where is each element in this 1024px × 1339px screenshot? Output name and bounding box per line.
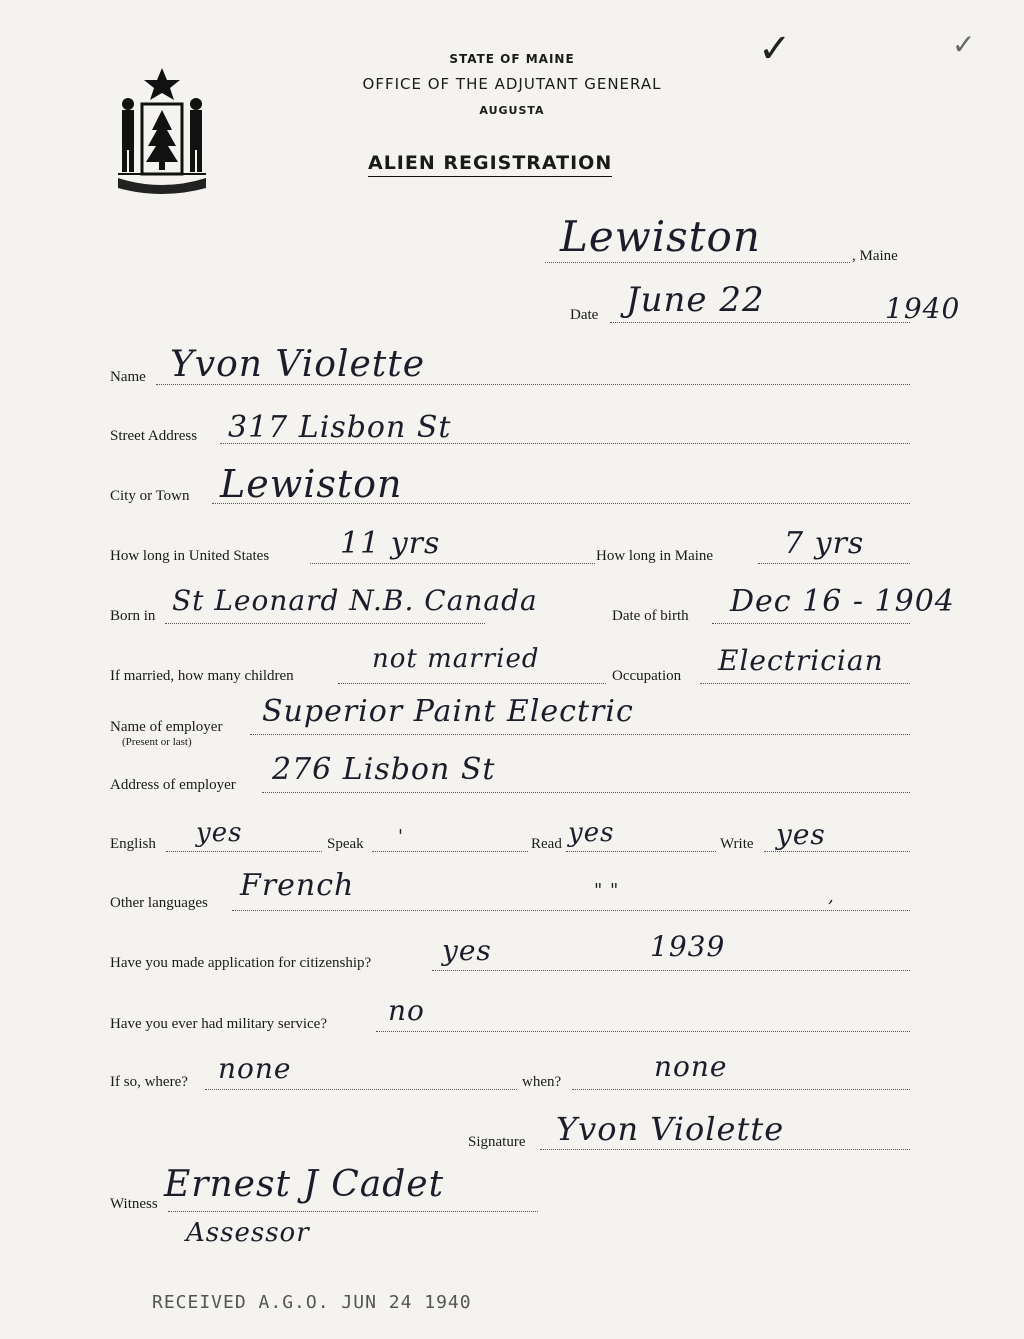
signature-line <box>540 1149 910 1150</box>
speak-label: Speak <box>327 836 364 852</box>
employer-label: Name of employer <box>110 719 223 735</box>
when-label: when? <box>522 1074 562 1090</box>
speak-line <box>372 851 528 852</box>
years-maine-label: How long in Maine <box>596 548 714 564</box>
citizenship-label: Have you made application for citizenship? <box>110 955 372 971</box>
where-label: If so, where? <box>110 1074 188 1090</box>
city-label: City or Town <box>110 488 190 504</box>
witness-label: Witness <box>110 1196 158 1212</box>
dob-label: Date of birth <box>612 608 689 624</box>
born-in-line <box>165 623 485 624</box>
occupation-label: Occupation <box>612 668 682 684</box>
employer-address-line <box>262 792 910 793</box>
check-mark-2: ✓ <box>952 28 976 61</box>
form-title: ALIEN REGISTRATION <box>368 152 612 177</box>
citizenship-year-value: 1939 <box>650 930 726 963</box>
english-line <box>166 851 322 852</box>
street-label: Street Address <box>110 428 198 444</box>
occupation-line <box>700 683 910 684</box>
city-value: Lewiston <box>220 462 403 506</box>
occupation-value: Electrician <box>718 644 884 677</box>
years-maine-value: 7 yrs <box>784 526 865 561</box>
date-line <box>610 322 910 323</box>
employer-line <box>250 734 910 735</box>
military-value: no <box>388 994 425 1027</box>
witness-title-value: Assessor <box>186 1218 310 1248</box>
employer-address-label: Address of employer <box>110 777 236 793</box>
citizenship-value: yes <box>442 934 492 967</box>
read-line <box>566 851 716 852</box>
read-value: yes <box>568 818 615 848</box>
military-line <box>376 1031 910 1032</box>
witness-line <box>168 1211 538 1212</box>
signature-label: Signature <box>468 1134 526 1150</box>
date-label: Date <box>570 307 599 323</box>
english-label: English <box>110 836 156 852</box>
street-value: 317 Lisbon St <box>228 410 452 445</box>
other-languages-value: French <box>240 868 355 903</box>
date-month-day-value: June 22 <box>626 280 765 320</box>
years-maine-line <box>758 563 910 564</box>
born-in-value: St Leonard N.B. Canada <box>172 584 538 617</box>
where-line <box>205 1089 517 1090</box>
date-year-value: 1940 <box>885 292 961 325</box>
military-label: Have you ever had military service? <box>110 1016 327 1032</box>
write-label: Write <box>720 836 754 852</box>
witness-value: Ernest J Cadet <box>164 1164 445 1205</box>
years-us-line <box>310 563 595 564</box>
write-value: yes <box>776 818 826 851</box>
citizenship-line <box>432 970 910 971</box>
received-stamp: RECEIVED A.G.O. JUN 24 1940 <box>152 1292 472 1313</box>
children-label: If married, how many children <box>110 668 294 684</box>
header-office: OFFICE OF THE ADJUTANT GENERAL <box>362 75 662 93</box>
name-label: Name <box>110 369 146 385</box>
employer-sublabel: (Present or last) <box>122 736 192 748</box>
dob-value: Dec 16 - 1904 <box>730 584 955 619</box>
years-us-value: 11 yrs <box>340 526 441 561</box>
write-line <box>764 851 910 852</box>
english-value: yes <box>196 818 243 848</box>
header-city: AUGUSTA <box>479 104 545 117</box>
speak-value: ' <box>398 826 404 847</box>
other-languages-label: Other languages <box>110 895 208 911</box>
employer-value: Superior Paint Electric <box>262 694 634 729</box>
dob-line <box>712 623 910 624</box>
years-us-label: How long in United States <box>110 548 270 564</box>
read-label: Read <box>531 836 562 852</box>
check-mark-1: ✓ <box>758 26 792 72</box>
children-line <box>338 683 606 684</box>
place-town-value: Lewiston <box>560 212 761 261</box>
when-value: none <box>654 1050 728 1083</box>
other-languages-mark-1: " " <box>594 880 620 901</box>
name-value: Yvon Violette <box>170 344 426 385</box>
place-line <box>545 262 850 263</box>
employer-address-value: 276 Lisbon St <box>272 752 496 787</box>
other-languages-line <box>232 910 910 911</box>
born-in-label: Born in <box>110 608 156 624</box>
header-state: STATE OF MAINE <box>449 52 575 66</box>
other-languages-mark-2: , <box>828 886 835 907</box>
children-value: not married <box>372 644 540 674</box>
where-value: none <box>218 1052 292 1085</box>
when-line <box>572 1089 910 1090</box>
signature-value: Yvon Violette <box>556 1110 785 1148</box>
place-suffix: , Maine <box>852 248 898 264</box>
